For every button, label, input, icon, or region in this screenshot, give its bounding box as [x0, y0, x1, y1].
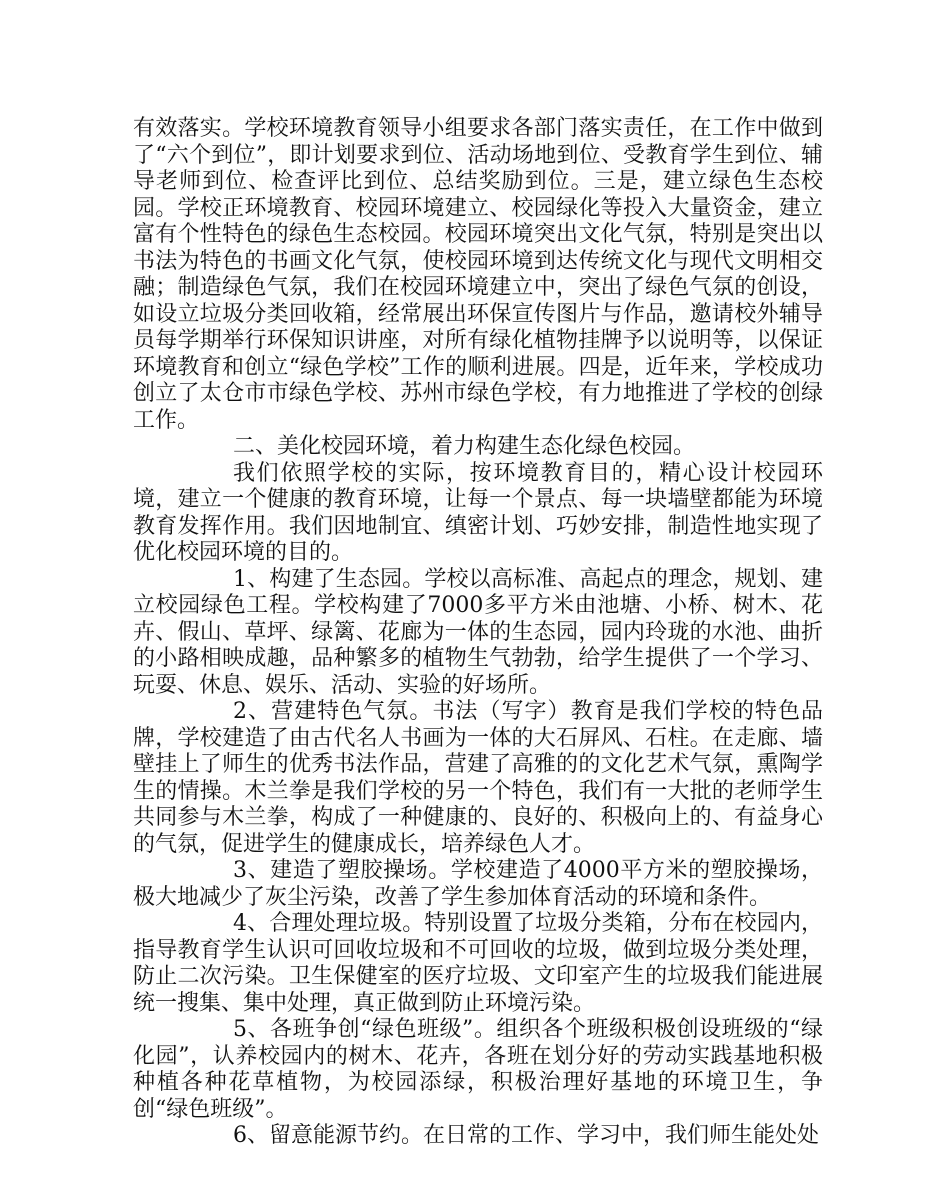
list-item-2: 2、营建特色气氛。书法（写字）教育是我们学校的特色品牌，学校建造了由古代名人书画为一体的大石屏风、石柱。在走廊、墙壁挂上了师生的优秀书法作品，营建了高雅的的文化艺术气氛，熏陶学生的情操。木兰拳是我们学校的另一个特色，我们有一大批的老师学生共同参与木兰拳，构成了一种健康的、良好的、积极向上的、有益身心的气氛，促进学生的健康成长，培养绿色人才。 — [133, 699, 823, 857]
section-heading: 二、美化校园环境，着力构建生态化绿色校园。 — [233, 434, 696, 459]
list-item-4: 4、合理处理垃圾。特别设置了垃圾分类箱，分布在校园内，指导教育学生认识可回收垃圾和不可回收的垃圾，做到垃圾分类处理，防止二次污染。卫生保健室的医疗垃圾、文印室产生的垃圾我们能进展统一搜集、集中处理，真正做到防止环境污染。 — [133, 911, 823, 1016]
list-item-1: 1、构建了生态园。学校以高标准、高起点的理念，规划、建立校园绿色工程。学校构建了7000多平方米由池塘、小桥、树木、花卉、假山、草坪、绿篱、花廊为一体的生态园，园内玲珑的水池、曲折的小路相映成趣，品种繁多的植物生气勃勃，给学生提供了一个学习、玩耍、休息、娱乐、活动、实验的好场所。 — [133, 566, 823, 698]
list-item-6: 6、留意能源节约。在日常的工作、学习中，我们师生能处处 — [233, 1123, 819, 1148]
list-item-3: 3、建造了塑胶操场。学校建造了4000平方米的塑胶操场，极大地减少了灰尘污染，改善了学生参加体育活动的环境和条件。 — [133, 858, 823, 910]
list-item-5: 5、各班争创“绿色班级”。组织各个班级积极创设班级的“绿化园”，认养校园内的树木、花卉，各班在划分好的劳动实践基地积极种植各种花草植物，为校园添绿，积极治理好基地的环境卫生，争创“绿色班级”。 — [133, 1017, 823, 1122]
paragraph-continuation: 有效落实。学校环境教育领导小组要求各部门落实责任，在工作中做到了“六个到位”，即计划要求到位、活动场地到位、受教育学生到位、辅导老师到位、检查评比到位、总结奖励到位。三是，建立绿色生态校园。学校正环境教育、校园环境建立、校园绿化等投入大量资金，建立富有个性特色的绿色生态校园。校园环境突出文化气氛，特别是突出以书法为特色的书画文化气氛，使校园环境到达传统文化与现代文明相交融；制造绿色气氛，我们在校园环境建立中，突出了绿色气氛的创设，如设立垃圾分类回收箱，经常展出环保宣传图片与作品，邀请校外辅导员每学期举行环保知识讲座，对所有绿化植物挂牌予以说明等，以保证环境教育和创立“绿色学校”工作的顺利进展。四是，近年来，学校成功创立了太仓市市绿色学校、苏州市绿色学校，有力地推进了学校的创绿工作。 — [133, 116, 823, 433]
paragraph-intro: 我们依照学校的实际，按环境教育目的，精心设计校园环境，建立一个健康的教育环境，让每一个景点、每一块墙壁都能为环境教育发挥作用。我们因地制宜、缜密计划、巧妙安排，制造性地实现了优化校园环境的目的。 — [133, 460, 823, 565]
document-body — [133, 116, 823, 1150]
